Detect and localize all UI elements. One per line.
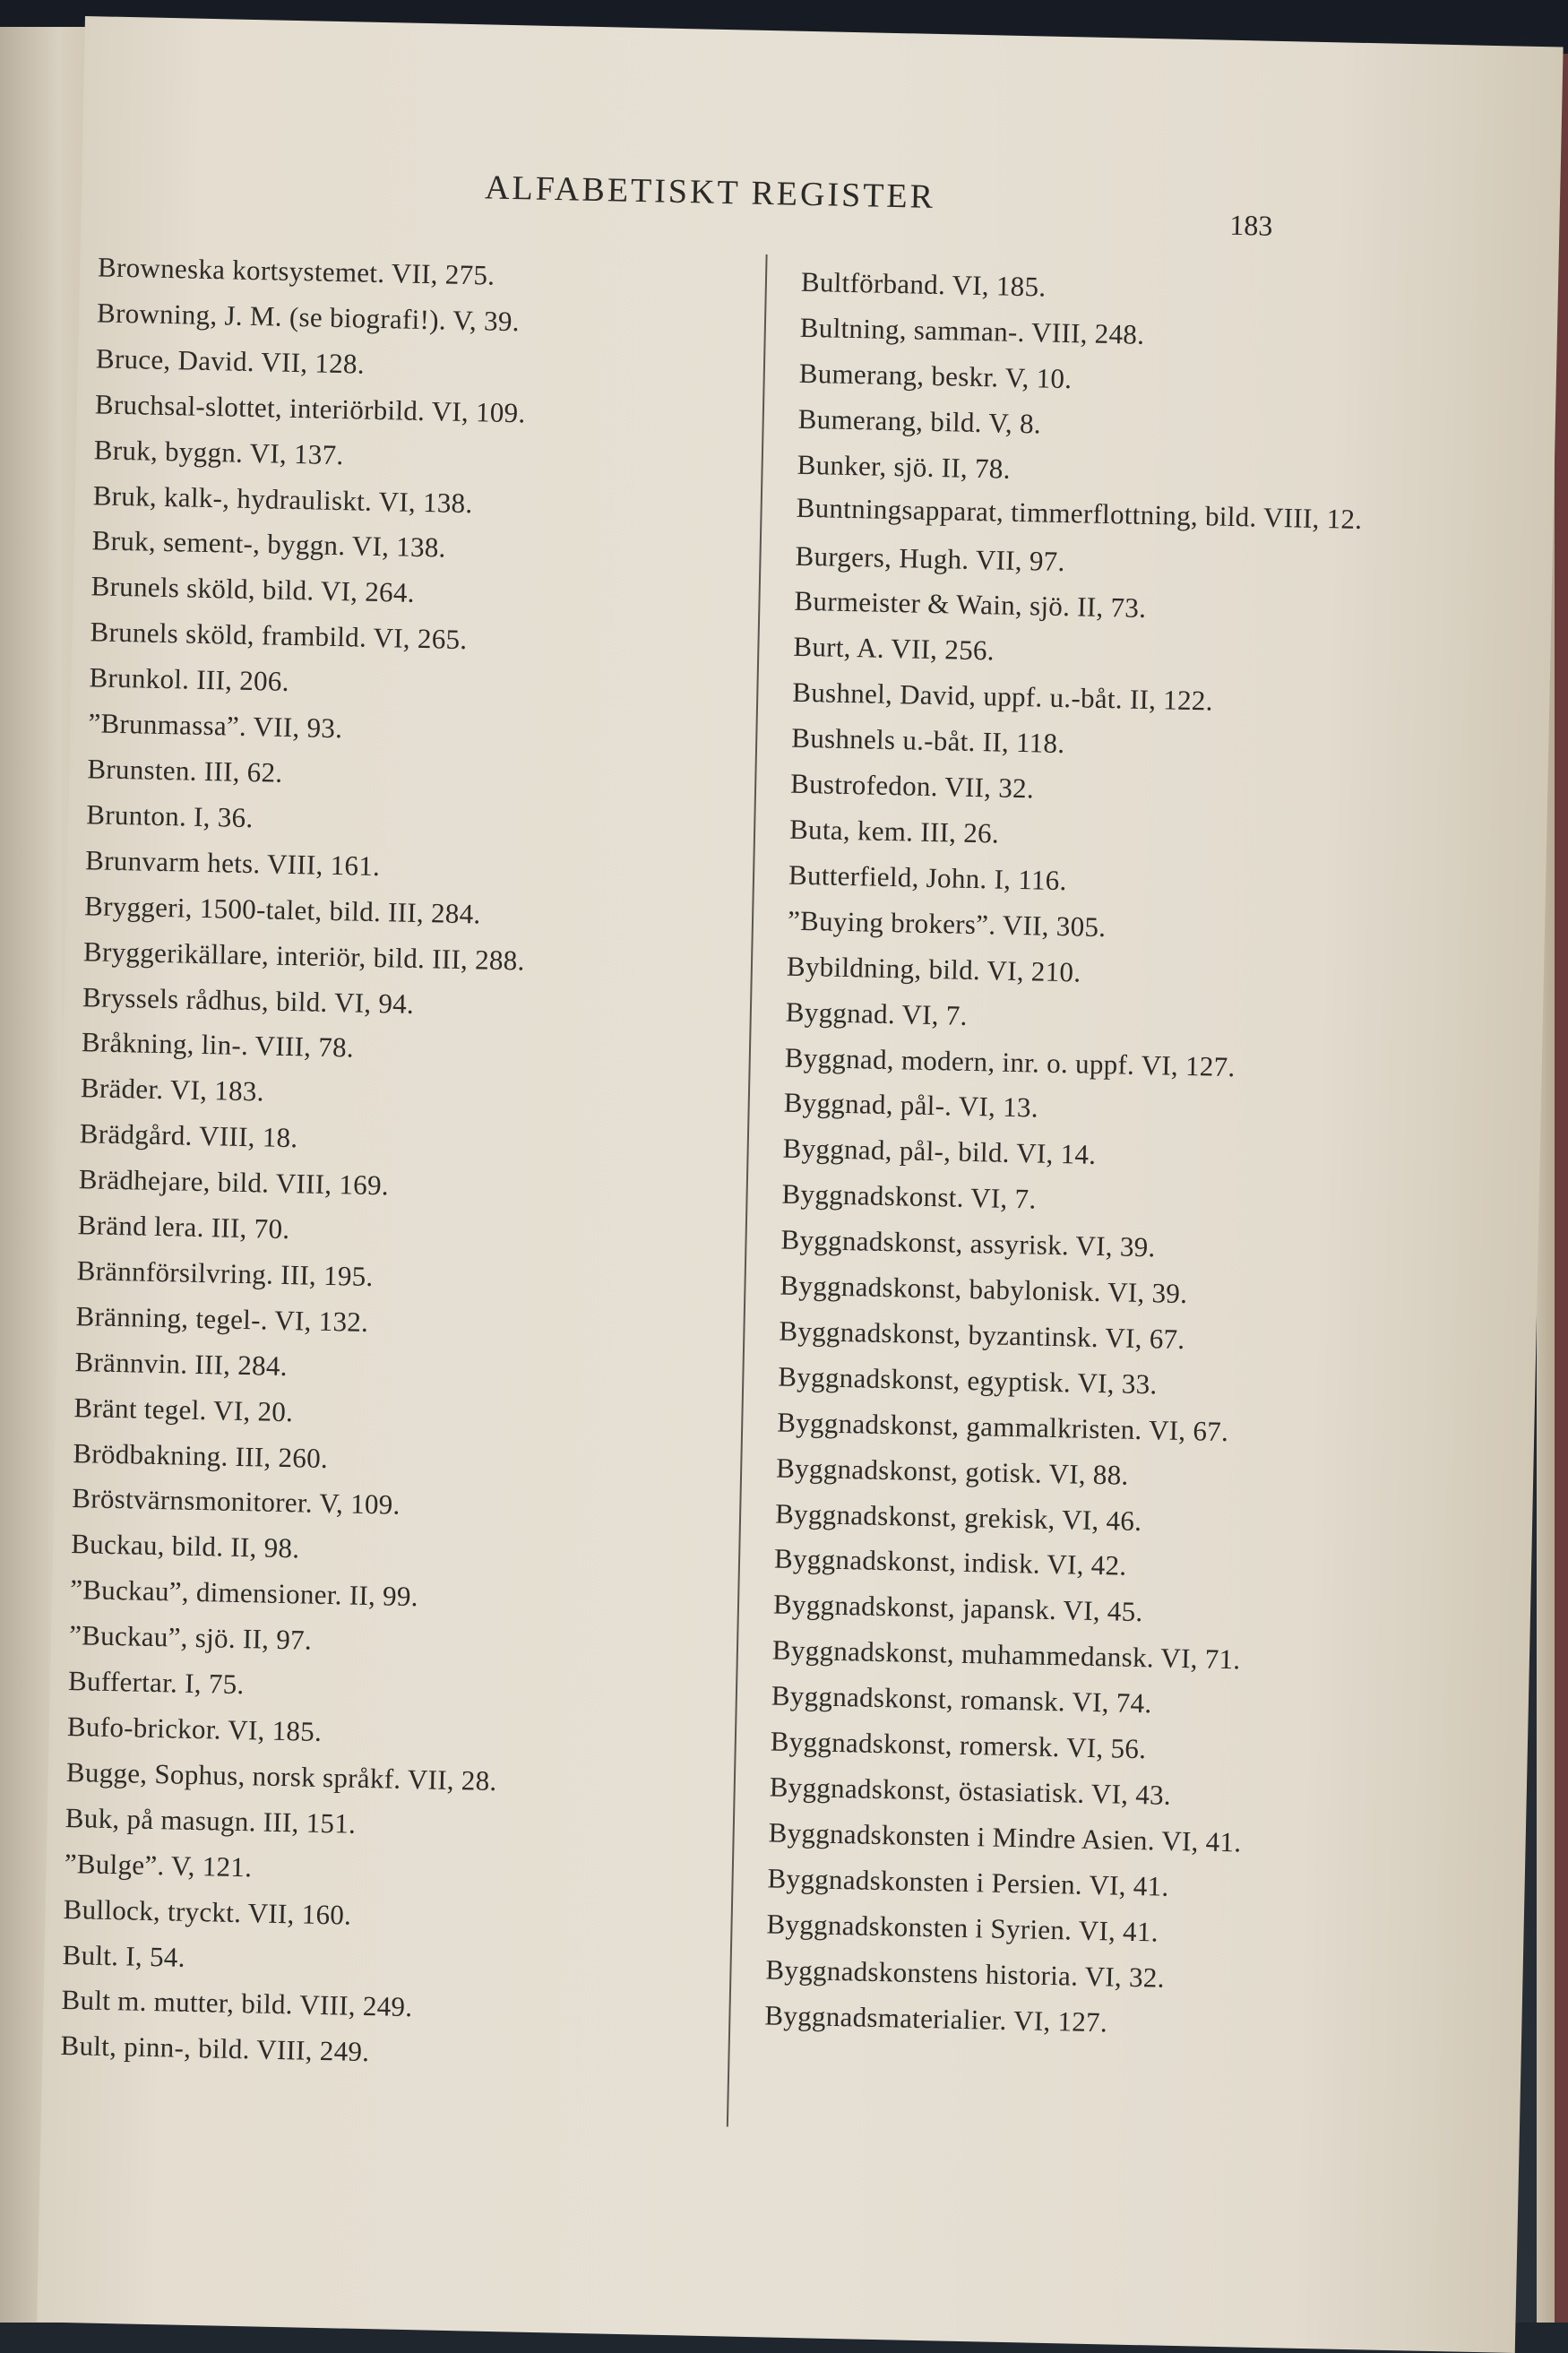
index-entry: Byggnadskonsten i Syrien. VI, 41. [766, 1908, 1159, 1948]
index-entry: Bruk, kalk-, hydrauliskt. VI, 138. [92, 478, 473, 519]
index-entry: Bultning, samman-. VIII, 248. [799, 311, 1145, 350]
index-entry: Burgers, Hugh. VII, 97. [795, 539, 1065, 577]
index-entry: Bruchsal-slottet, interiörbild. VI, 109. [94, 388, 526, 429]
index-entry: Byggnadskonst, romansk. VI, 74. [771, 1679, 1152, 1720]
index-entry: Bryggerikällare, interiör, bild. III, 288. [82, 935, 525, 977]
book-page [37, 16, 1564, 2353]
index-entry: ”Bulge”. V, 121. [64, 1847, 253, 1883]
index-entry: Byggnad. VI, 7. [785, 996, 969, 1031]
page-number: 183 [1229, 208, 1273, 242]
index-entry: Bumerang, beskr. V, 10. [798, 357, 1073, 394]
index-entry: Bumerang, bild. V, 8. [797, 402, 1042, 440]
index-entry: Byggnadskonsten i Mindre Asien. VI, 41. [768, 1816, 1242, 1858]
index-entry: Byggnadskonst, babylonisk. VI, 39. [780, 1269, 1188, 1310]
index-entry: ”Brunmassa”. VII, 93. [88, 707, 343, 745]
index-entry: Bushnel, David, uppf. u.-båt. II, 122. [792, 676, 1214, 717]
index-entry: Bultförband. VI, 185. [800, 265, 1047, 303]
index-entry: Byggnadsmaterialier. VI, 127. [764, 1998, 1108, 2038]
index-entry: Brunels sköld, bild. VI, 264. [90, 570, 416, 609]
index-entry: Bufo-brickor. VI, 185. [66, 1711, 323, 1747]
index-entry: Brädhejare, bild. VIII, 169. [78, 1163, 390, 1202]
index-column-left [60, 245, 761, 2082]
index-entry: Bunker, sjö. II, 78. [797, 448, 1012, 485]
index-entry: Bruk, byggn. VI, 137. [93, 433, 344, 470]
index-entry: Byggnadskonst, romersk. VI, 56. [770, 1725, 1147, 1765]
index-entry: Burmeister & Wain, sjö. II, 73. [794, 585, 1147, 625]
index-entry: Burt, A. VII, 256. [793, 631, 995, 667]
index-entry: Byggnad, pål-. VI, 13. [783, 1087, 1039, 1124]
index-entry: Byggnadskonst, egyptisk. VI, 33. [778, 1360, 1158, 1401]
index-entry: Bryssels rådhus, bild. VI, 94. [82, 980, 415, 1020]
index-entry: ”Buckau”, dimensioner. II, 99. [69, 1573, 419, 1613]
index-entry: Brunkol. III, 206. [89, 661, 290, 698]
index-entry: Brunels sköld, frambild. VI, 265. [90, 616, 468, 656]
index-entry: Byggnadskonst, gammalkristen. VI, 67. [776, 1406, 1229, 1447]
index-entry: Bråkning, lin-. VIII, 78. [81, 1026, 355, 1064]
index-entry: Browneska kortsystemet. VII, 275. [97, 251, 495, 291]
index-entry: Butterfield, John. I, 116. [788, 858, 1068, 897]
index-entry: Byggnadskonsten i Persien. VI, 41. [767, 1862, 1169, 1902]
index-entry: Brunton. I, 36. [85, 798, 254, 833]
index-entry: Browning, J. M. (se biografi!). V, 39. [96, 297, 521, 338]
index-entry: Bult, pinn-, bild. VIII, 249. [60, 2030, 370, 2068]
index-entry: Bugge, Sophus, norsk språkf. VII, 28. [65, 1755, 497, 1797]
index-entry: Brännförsilvring. III, 195. [76, 1254, 374, 1292]
index-entry: Byggnadskonst, indisk. VI, 42. [773, 1542, 1127, 1582]
index-entry: Bränd lera. III, 70. [77, 1209, 290, 1245]
index-entry: Brädgård. VIII, 18. [79, 1117, 298, 1154]
index-entry: Byggnadskonst, assyrisk. VI, 39. [780, 1223, 1156, 1263]
index-entry: Byggnadskonst. VI, 7. [781, 1177, 1037, 1215]
index-entry: Buntningsapparat, timmerflottning, bild. VIII, 12. [796, 491, 1363, 535]
index-entry: Brödbakning. III, 260. [73, 1436, 329, 1474]
index-entry: Bräder. VI, 183. [80, 1072, 265, 1108]
index-entry: Byggnad, pål-, bild. VI, 14. [782, 1132, 1097, 1171]
index-entry: Brunsten. III, 62. [87, 753, 283, 789]
index-entry: Byggnadskonst, östasiatisk. VI, 43. [769, 1771, 1172, 1811]
index-entry: Bruce, David. VII, 128. [95, 342, 366, 380]
index-entry: ”Buckau”, sjö. II, 97. [68, 1619, 313, 1656]
index-entry: Byggnad, modern, inr. o. uppf. VI, 127. [784, 1041, 1236, 1082]
index-entry: Buffertar. I, 75. [67, 1665, 245, 1701]
index-column-right [764, 260, 1518, 2054]
index-entry: Bullock, tryckt. VII, 160. [63, 1892, 352, 1931]
index-entry: Bult m. mutter, bild. VIII, 249. [61, 1984, 413, 2023]
index-entry: ”Buying brokers”. VII, 305. [787, 904, 1107, 943]
index-entry: Bröstvärnsmonitorer. V, 109. [71, 1482, 401, 1521]
index-entry: Byggnadskonst, gotisk. VI, 88. [775, 1452, 1129, 1491]
index-entry: Bustrofedon. VII, 32. [789, 767, 1035, 805]
index-entry: Buk, på masugn. III, 151. [65, 1801, 357, 1840]
index-entry: Bybildning, bild. VI, 210. [786, 950, 1081, 988]
index-entry: Brännvin. III, 284. [74, 1345, 289, 1382]
index-entry: Byggnadskonst, byzantinsk. VI, 67. [779, 1314, 1185, 1355]
index-entry: Buckau, bild. II, 98. [70, 1528, 300, 1564]
index-entry: Bruk, sement-, byggn. VI, 138. [91, 524, 447, 564]
index-entry: Byggnadskonst, grekisk, VI, 46. [774, 1497, 1142, 1537]
index-entry: Bränning, tegel-. VI, 132. [75, 1299, 369, 1338]
index-entry: Byggnadskonst, japansk. VI, 45. [772, 1588, 1143, 1628]
index-entry: Bryggeri, 1500-talet, bild. III, 284. [83, 889, 481, 930]
index-entry: Byggnadskonst, muhammedansk. VI, 71. [771, 1633, 1241, 1676]
page-header-title: ALFABETISKT REGISTER [484, 168, 936, 216]
index-entry: Bult. I, 54. [62, 1938, 186, 1973]
book-cover-edge [1555, 54, 1568, 2323]
index-entry: Brunvarm hets. VIII, 161. [84, 843, 381, 882]
index-entry: Bushnels u.-båt. II, 118. [790, 721, 1065, 760]
index-entry: Bränt tegel. VI, 20. [73, 1391, 294, 1427]
index-entry: Byggnadskonstens historia. VI, 32. [765, 1953, 1166, 1994]
index-entry: Buta, kem. III, 26. [788, 813, 1000, 849]
